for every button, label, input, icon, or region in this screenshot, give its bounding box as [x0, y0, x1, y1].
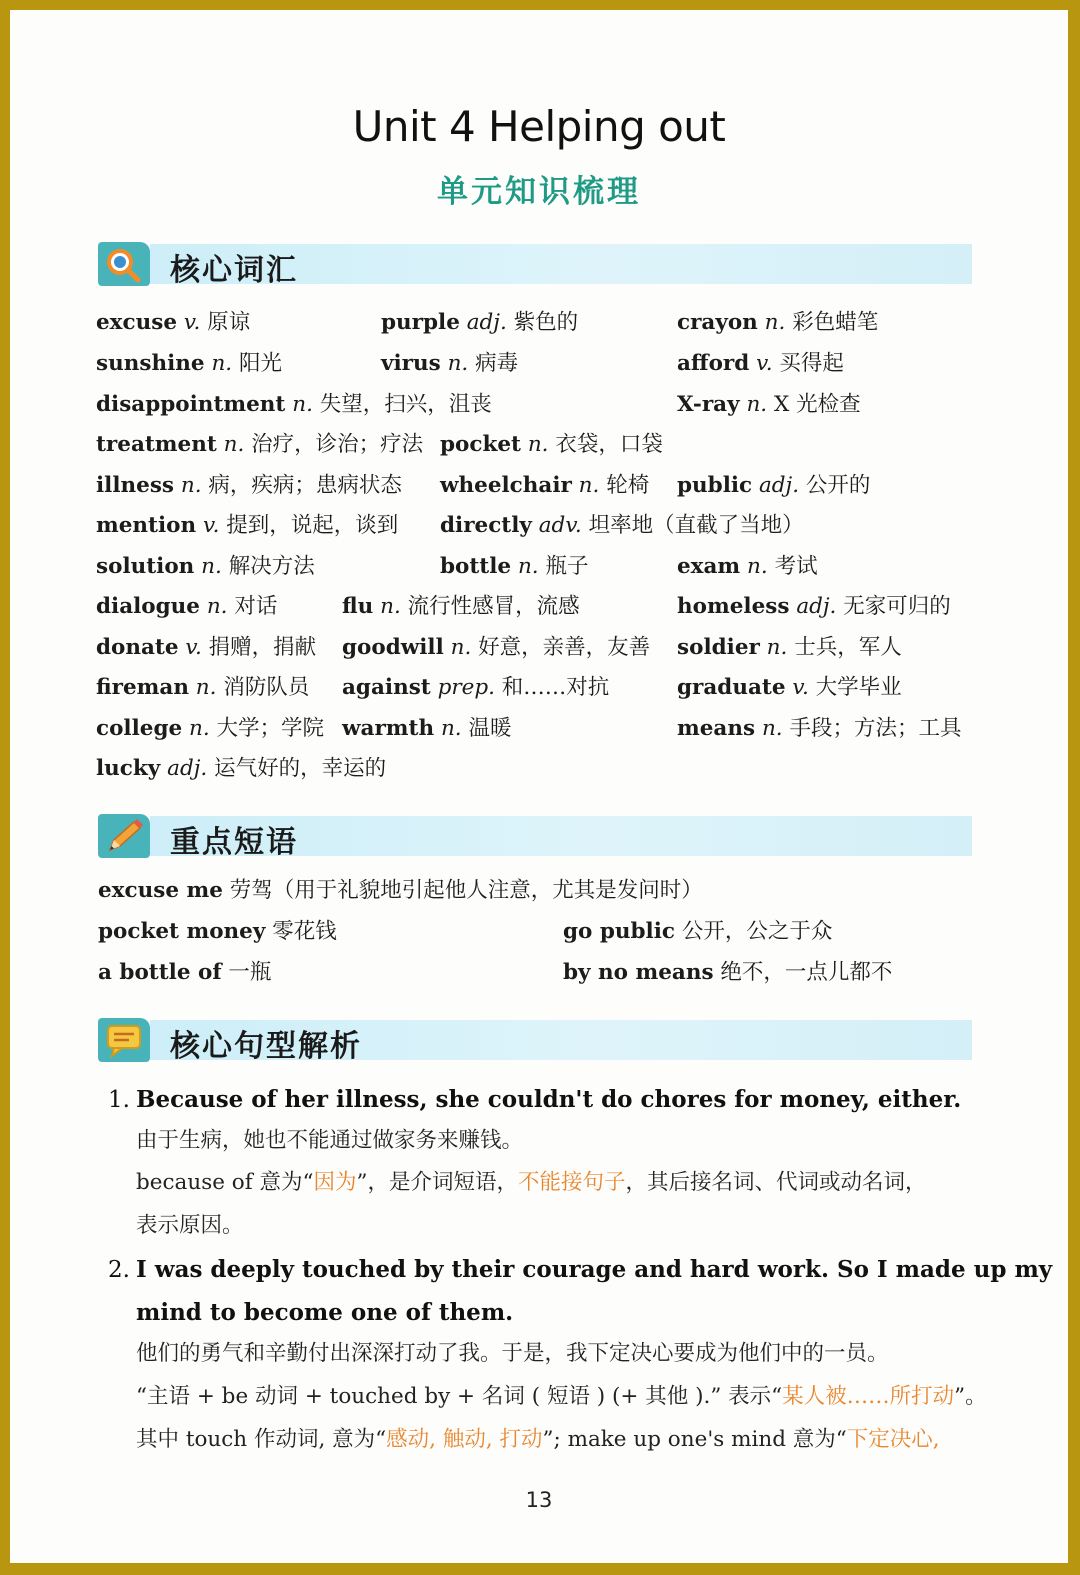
vocab-item: X-ray n. X 光检查 [677, 392, 861, 417]
section-header-sentences [96, 1018, 972, 1062]
section-title-vocab: 核心词汇 [170, 253, 298, 288]
speech-bubble-icon [98, 1018, 150, 1062]
phrase-item: go public 公开，公之于众 [563, 919, 833, 944]
sentence-2-en-cont: mind to become one of them. [136, 1299, 514, 1326]
vocab-item: virus n. 病毒 [381, 351, 519, 376]
vocab-item: exam n. 考试 [677, 554, 818, 579]
vocab-item: directly adv. 坦率地（直截了当地） [440, 513, 804, 538]
vocab-item: wheelchair n. 轮椅 [440, 473, 650, 498]
pencil-icon [98, 814, 150, 858]
vocab-item: against prep. 和……对抗 [342, 675, 610, 700]
vocab-item: graduate v. 大学毕业 [677, 675, 902, 700]
phrase-item: excuse me 劳驾（用于礼貌地引起他人注意，尤其是发问时） [98, 878, 703, 903]
page-title: Unit 4 Helping out [352, 102, 726, 151]
vocab-item: solution n. 解决方法 [96, 554, 315, 579]
vocab-item: pocket n. 衣袋，口袋 [440, 432, 663, 457]
sentence-2-note2: 其中 touch 作动词, 意为“感动, 触动, 打动”; make up one's mind 意为“下定决心, [136, 1427, 940, 1452]
vocab-item: crayon n. 彩色蜡笔 [677, 310, 879, 335]
section-title-sentences: 核心句型解析 [170, 1029, 362, 1064]
phrase-item: pocket money 零花钱 [98, 919, 337, 944]
section-header-phrases [96, 814, 972, 858]
vocab-item: mention v. 提到，说起，谈到 [96, 513, 399, 538]
section-header-vocab [96, 242, 972, 286]
vocab-item: lucky adj. 运气好的，幸运的 [96, 756, 387, 781]
sentence-2-cn: 他们的勇气和辛勤付出深深打动了我。于是，我下定决心要成为他们中的一员。 [136, 1341, 889, 1366]
vocab-item: afford v. 买得起 [677, 351, 844, 376]
sentence-1-cn: 由于生病，她也不能通过做家务来赚钱。 [136, 1128, 524, 1153]
section-title-phrases: 重点短语 [170, 825, 298, 860]
phrase-item: a bottle of 一瓶 [98, 960, 272, 985]
vocab-item: bottle n. 瓶子 [440, 554, 589, 579]
vocab-item: excuse v. 原谅 [96, 310, 251, 335]
sentence-1-note-cont: 表示原因。 [136, 1213, 244, 1238]
vocab-item: donate v. 捐赠，捐献 [96, 635, 317, 660]
sentence-2-note1: “主语 + be 动词 + touched by + 名词 ( 短语 ) (+ 其他 ).” 表示“某人被……所打动”。 [136, 1384, 987, 1409]
phrase-item: by no means 绝不，一点儿都不 [563, 960, 893, 985]
vocab-item: goodwill n. 好意，亲善，友善 [342, 635, 651, 660]
vocab-item: flu n. 流行性感冒，流感 [342, 594, 580, 619]
vocab-item: purple adj. 紫色的 [381, 310, 579, 335]
sentence-1-en: 1. Because of her illness, she couldn't do chores for money, either. [108, 1086, 962, 1113]
vocab-item: warmth n. 温暖 [342, 716, 512, 741]
vocab-item: homeless adj. 无家可归的 [677, 594, 951, 619]
textbook-page [10, 10, 1068, 1563]
vocab-item: dialogue n. 对话 [96, 594, 278, 619]
magnifier-icon [98, 242, 150, 286]
vocab-item: fireman n. 消防队员 [96, 675, 310, 700]
vocab-item: treatment n. 治疗，诊治；疗法 [96, 432, 424, 457]
vocab-item: soldier n. 士兵，军人 [677, 635, 902, 660]
vocab-item: college n. 大学；学院 [96, 716, 325, 741]
vocab-item: illness n. 病，疾病；患病状态 [96, 473, 402, 498]
vocab-item: means n. 手段；方法；工具 [677, 716, 962, 741]
sentence-1-note: because of 意为“因为”，是介词短语，不能接句子，其后接名词、代词或动名词， [136, 1170, 927, 1195]
sentence-2-en: 2. I was deeply touched by their courage and hard work. So I made up my [108, 1256, 1053, 1283]
page-number: 13 [525, 1488, 553, 1512]
page-subtitle: 单元知识梳理 [437, 174, 641, 210]
vocab-item: sunshine n. 阳光 [96, 351, 282, 376]
vocab-item: disappointment n. 失望，扫兴，沮丧 [96, 392, 492, 417]
vocab-item: public adj. 公开的 [677, 473, 871, 498]
